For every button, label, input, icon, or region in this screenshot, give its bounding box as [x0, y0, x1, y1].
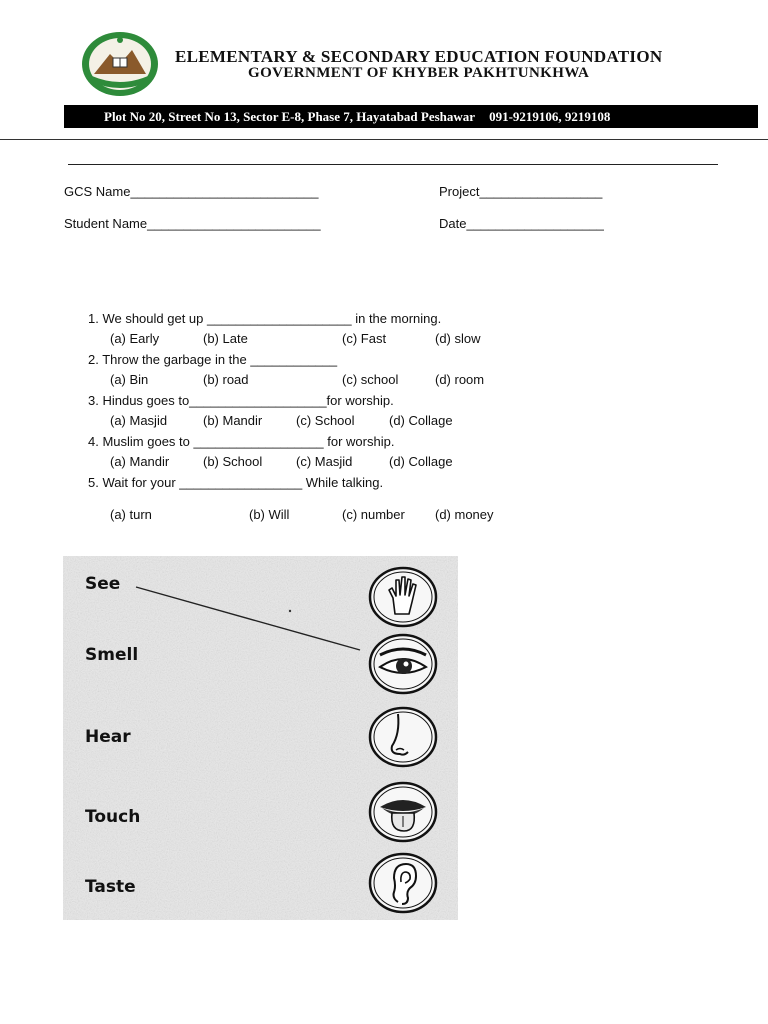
project-field[interactable]: Project_________________: [439, 184, 603, 199]
eye-icon: [368, 633, 438, 695]
option-2d[interactable]: (d) room: [435, 372, 485, 387]
option-1d[interactable]: (d) slow: [435, 331, 481, 346]
hand-icon: [368, 566, 438, 628]
question-5: 5. Wait for your _________________ While talking.: [88, 475, 384, 490]
date-field[interactable]: Date___________________: [439, 216, 604, 231]
question-4: 4. Muslim goes to __________________ for worship.: [88, 434, 395, 449]
logo-icon: [80, 30, 160, 98]
question-3: 3. Hindus goes to___________________for worship.: [88, 393, 394, 408]
sense-label-hear: Hear: [85, 727, 131, 747]
option-1c[interactable]: (c) Fast: [342, 331, 387, 346]
option-4d[interactable]: (d) Collage: [389, 454, 453, 469]
phone-text: 091-9219106, 9219108: [489, 109, 611, 124]
nose-icon: [368, 706, 438, 768]
question-1: 1. We should get up ____________________ in the morning.: [88, 311, 442, 326]
question-2: 2. Throw the garbage in the ____________: [88, 352, 338, 367]
address-text: Plot No 20, Street No 13, Sector E-8, Phase 7, Hayatabad Peshawar: [104, 109, 476, 124]
sense-label-taste: Taste: [85, 877, 136, 897]
ear-icon: [368, 852, 438, 914]
option-1a[interactable]: (a) Early: [110, 331, 160, 346]
org-title: ELEMENTARY & SECONDARY EDUCATION FOUNDATION: [175, 47, 663, 66]
option-1b[interactable]: (b) Late: [203, 331, 248, 346]
option-3a[interactable]: (a) Masjid: [110, 413, 168, 428]
student-name-field[interactable]: Student Name________________________: [64, 216, 321, 231]
sense-label-see: See: [85, 574, 121, 594]
option-5c[interactable]: (c) number: [342, 507, 405, 522]
option-2c[interactable]: (c) school: [342, 372, 399, 387]
option-4c[interactable]: (c) Masjid: [296, 454, 353, 469]
gcs-name-field[interactable]: GCS Name__________________________: [64, 184, 319, 199]
option-4a[interactable]: (a) Mandir: [110, 454, 170, 469]
option-3d[interactable]: (d) Collage: [389, 413, 453, 428]
sense-label-touch: Touch: [85, 807, 141, 827]
option-5a[interactable]: (a) turn: [110, 507, 152, 522]
option-4b[interactable]: (b) School: [203, 454, 263, 469]
option-2b[interactable]: (b) road: [203, 372, 249, 387]
org-subtitle: GOVERNMENT OF KHYBER PAKHTUNKHWA: [248, 65, 590, 81]
address-bar: [64, 105, 758, 128]
blank-line: [68, 164, 718, 165]
option-3c[interactable]: (c) School: [296, 413, 355, 428]
option-3b[interactable]: (b) Mandir: [203, 413, 263, 428]
sense-label-smell: Smell: [85, 645, 139, 665]
option-5d[interactable]: (d) money: [435, 507, 494, 522]
option-5b[interactable]: (b) Will: [249, 507, 290, 522]
option-2a[interactable]: (a) Bin: [110, 372, 149, 387]
senses-matching-image: [63, 556, 458, 920]
header-divider: [0, 139, 768, 140]
tongue-icon: [368, 781, 438, 843]
